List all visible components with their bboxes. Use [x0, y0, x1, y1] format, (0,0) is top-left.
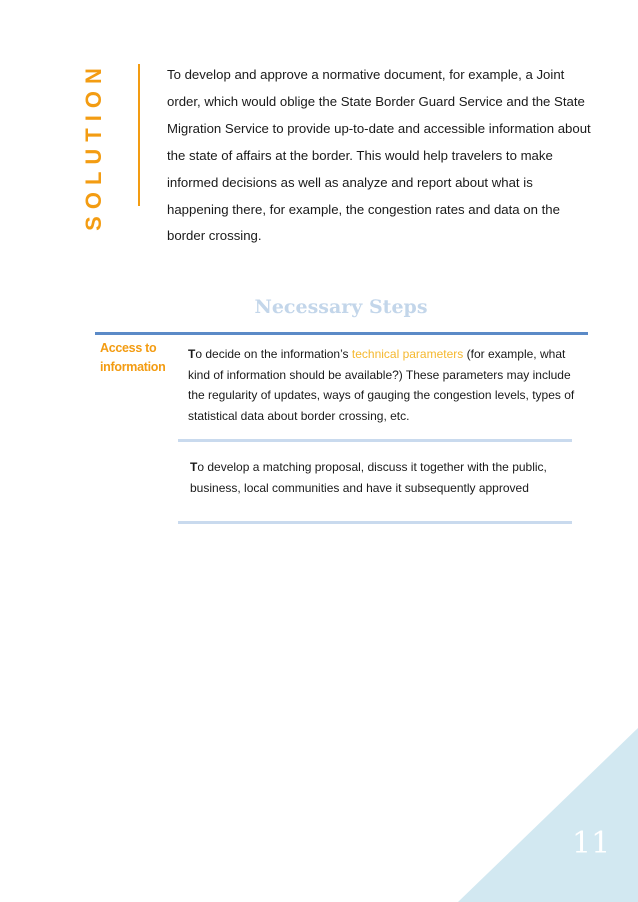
step-2-first-letter: T: [190, 460, 198, 474]
step-divider-2: [178, 521, 572, 524]
technical-parameters-highlight: technical parameters: [351, 347, 464, 361]
step-divider-1: [178, 439, 572, 442]
solution-paragraph: To develop and approve a normative document, for example, a Joint order, which would oblige the State Border Guard Service and the State Migration Service to provide up-to-date and accessible information about the state of affairs at the border. This would help travelers to make informed decisions as well as analyze and report about what is happening there, for example, the congestion rates and data on the border crossing.: [167, 67, 591, 244]
necessary-steps-title: Necessary Steps: [254, 296, 428, 318]
step-1-first-letter: T: [188, 347, 196, 361]
step-1-text: [188, 344, 583, 427]
solution-divider: [138, 64, 140, 206]
corner-triangle: [458, 728, 638, 902]
step-1-before: o decide on the information’s: [195, 347, 352, 361]
steps-top-rule: [95, 332, 588, 335]
access-to-information-label: Access to information: [100, 341, 166, 374]
step-2-text: [190, 457, 585, 498]
step-2-body: o develop a matching proposal, discuss it together with the public, business, local communities and have it subsequently approved: [190, 460, 547, 495]
step-1-after: (for example, what kind of information should be available?) These parameters may include the regularity of updates, ways of gauging the congestion levels, types of statistical data about border crossing, etc.: [188, 347, 575, 424]
solution-heading: [66, 60, 122, 232]
page-number: 11: [572, 826, 611, 861]
solution-heading-text: SOLUTION: [81, 61, 107, 231]
